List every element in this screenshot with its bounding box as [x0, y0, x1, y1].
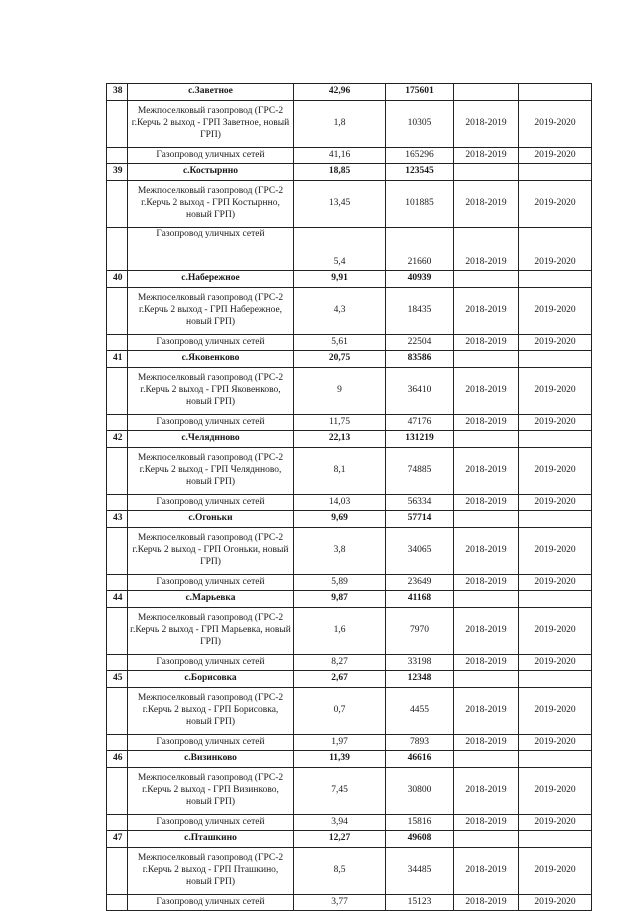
trunk-description: Межпоселковый газопровод (ГРС-2 г.Керчь 2 выход - ГРП Марьевка, новый ГРП) — [128, 608, 294, 655]
trunk-length: 4,3 — [294, 288, 386, 335]
empty-cell — [107, 688, 128, 735]
table-row-trunk-pipeline — [107, 448, 592, 495]
street-cost: 15123 — [386, 895, 454, 911]
trunk-period-1: 2018-2019 — [454, 608, 519, 655]
settlement-name: с.Челяднново — [128, 431, 294, 448]
street-length: 5,4 — [294, 228, 386, 271]
empty-cell — [107, 655, 128, 671]
empty-cell — [107, 608, 128, 655]
empty-cell — [454, 431, 519, 448]
trunk-period-2: 2019-2020 — [519, 101, 592, 148]
row-number: 38 — [107, 84, 128, 101]
row-number: 46 — [107, 751, 128, 768]
settlement-name: с.Марьевка — [128, 591, 294, 608]
street-length: 3,94 — [294, 815, 386, 831]
street-length: 5,61 — [294, 335, 386, 351]
settlement-name: с.Пташкино — [128, 831, 294, 848]
trunk-cost: 74885 — [386, 448, 454, 495]
trunk-length: 0,7 — [294, 688, 386, 735]
table-row-settlement — [107, 511, 592, 528]
trunk-length: 1,6 — [294, 608, 386, 655]
trunk-length: 13,45 — [294, 181, 386, 228]
trunk-cost: 101885 — [386, 181, 454, 228]
table-row-settlement — [107, 351, 592, 368]
total-length: 18,85 — [294, 164, 386, 181]
settlement-name: с.Набережное — [128, 271, 294, 288]
total-cost: 40939 — [386, 271, 454, 288]
table-row-trunk-pipeline — [107, 101, 592, 148]
street-period-1: 2018-2019 — [454, 735, 519, 751]
trunk-description: Межпоселковый газопровод (ГРС-2 г.Керчь 2 выход - ГРП Челяднново, новый ГРП) — [128, 448, 294, 495]
street-cost: 33198 — [386, 655, 454, 671]
street-period-2: 2019-2020 — [519, 228, 592, 271]
row-number: 39 — [107, 164, 128, 181]
street-period-2: 2019-2020 — [519, 895, 592, 911]
row-number: 45 — [107, 671, 128, 688]
street-period-1: 2018-2019 — [454, 228, 519, 271]
total-cost: 41168 — [386, 591, 454, 608]
table-body — [107, 84, 592, 911]
empty-cell — [107, 181, 128, 228]
trunk-cost: 18435 — [386, 288, 454, 335]
trunk-description: Межпоселковый газопровод (ГРС-2 г.Керчь 2 выход - ГРП Пташкино, новый ГРП) — [128, 848, 294, 895]
table-row-settlement — [107, 751, 592, 768]
street-description: Газопровод уличных сетей — [128, 148, 294, 164]
empty-cell — [107, 448, 128, 495]
table-row-trunk-pipeline — [107, 368, 592, 415]
empty-cell — [107, 815, 128, 831]
street-description: Газопровод уличных сетей — [128, 815, 294, 831]
empty-cell — [454, 671, 519, 688]
street-length: 8,27 — [294, 655, 386, 671]
trunk-cost: 10305 — [386, 101, 454, 148]
trunk-description: Межпоселковый газопровод (ГРС-2 г.Керчь 2 выход - ГРП Заветное, новый ГРП) — [128, 101, 294, 148]
total-cost: 123545 — [386, 164, 454, 181]
trunk-description: Межпоселковый газопровод (ГРС-2 г.Керчь 2 выход - ГРП Набережное, новый ГРП) — [128, 288, 294, 335]
table-row-settlement — [107, 591, 592, 608]
trunk-cost: 34485 — [386, 848, 454, 895]
trunk-period-1: 2018-2019 — [454, 768, 519, 815]
total-cost: 131219 — [386, 431, 454, 448]
street-length: 5,89 — [294, 575, 386, 591]
street-period-1: 2018-2019 — [454, 335, 519, 351]
table-row-settlement — [107, 271, 592, 288]
empty-cell — [519, 164, 592, 181]
trunk-cost: 7970 — [386, 608, 454, 655]
row-number: 47 — [107, 831, 128, 848]
table-row-trunk-pipeline — [107, 848, 592, 895]
street-cost: 165296 — [386, 148, 454, 164]
trunk-cost: 34065 — [386, 528, 454, 575]
street-cost: 21660 — [386, 228, 454, 271]
total-length: 12,27 — [294, 831, 386, 848]
street-description: Газопровод уличных сетей — [128, 495, 294, 511]
street-description: Газопровод уличных сетей — [128, 655, 294, 671]
table-row-trunk-pipeline — [107, 688, 592, 735]
row-number: 40 — [107, 271, 128, 288]
table-row-trunk-pipeline — [107, 288, 592, 335]
trunk-period-2: 2019-2020 — [519, 528, 592, 575]
trunk-length: 8,1 — [294, 448, 386, 495]
street-period-2: 2019-2020 — [519, 575, 592, 591]
empty-cell — [107, 228, 128, 271]
table-row-trunk-pipeline — [107, 181, 592, 228]
total-cost: 175601 — [386, 84, 454, 101]
street-length: 14,03 — [294, 495, 386, 511]
street-period-1: 2018-2019 — [454, 655, 519, 671]
street-description: Газопровод уличных сетей — [128, 228, 294, 271]
empty-cell — [107, 735, 128, 751]
empty-cell — [107, 528, 128, 575]
trunk-period-2: 2019-2020 — [519, 181, 592, 228]
empty-cell — [107, 575, 128, 591]
empty-cell — [107, 148, 128, 164]
table-row-street-pipeline — [107, 335, 592, 351]
empty-cell — [454, 84, 519, 101]
street-period-2: 2019-2020 — [519, 335, 592, 351]
row-number: 42 — [107, 431, 128, 448]
trunk-period-1: 2018-2019 — [454, 101, 519, 148]
table-row-street-pipeline — [107, 655, 592, 671]
table-row-street-pipeline — [107, 815, 592, 831]
empty-cell — [519, 351, 592, 368]
empty-cell — [454, 164, 519, 181]
street-cost: 56334 — [386, 495, 454, 511]
row-number: 44 — [107, 591, 128, 608]
table-row-street-pipeline — [107, 148, 592, 164]
trunk-period-2: 2019-2020 — [519, 448, 592, 495]
trunk-period-2: 2019-2020 — [519, 688, 592, 735]
trunk-period-1: 2018-2019 — [454, 528, 519, 575]
empty-cell — [454, 591, 519, 608]
street-period-2: 2019-2020 — [519, 655, 592, 671]
empty-cell — [107, 415, 128, 431]
table-row-settlement — [107, 671, 592, 688]
table-row-trunk-pipeline — [107, 768, 592, 815]
street-period-1: 2018-2019 — [454, 895, 519, 911]
trunk-description: Межпоселковый газопровод (ГРС-2 г.Керчь 2 выход - ГРП Борисовка, новый ГРП) — [128, 688, 294, 735]
empty-cell — [454, 511, 519, 528]
trunk-period-2: 2019-2020 — [519, 368, 592, 415]
total-length: 42,96 — [294, 84, 386, 101]
trunk-period-1: 2018-2019 — [454, 288, 519, 335]
trunk-period-1: 2018-2019 — [454, 448, 519, 495]
table-row-settlement — [107, 431, 592, 448]
trunk-description: Межпоселковый газопровод (ГРС-2 г.Керчь 2 выход - ГРП Яковенково, новый ГРП) — [128, 368, 294, 415]
street-period-2: 2019-2020 — [519, 495, 592, 511]
trunk-period-2: 2019-2020 — [519, 768, 592, 815]
total-length: 2,67 — [294, 671, 386, 688]
total-cost: 83586 — [386, 351, 454, 368]
table-row-street-pipeline — [107, 495, 592, 511]
trunk-period-2: 2019-2020 — [519, 288, 592, 335]
settlement-name: с.Яковенково — [128, 351, 294, 368]
total-length: 9,69 — [294, 511, 386, 528]
row-number: 43 — [107, 511, 128, 528]
street-length: 41,16 — [294, 148, 386, 164]
table-row-trunk-pipeline — [107, 608, 592, 655]
total-cost: 46616 — [386, 751, 454, 768]
total-length: 11,39 — [294, 751, 386, 768]
table-row-street-pipeline — [107, 735, 592, 751]
row-number: 41 — [107, 351, 128, 368]
settlement-name: с.Визинково — [128, 751, 294, 768]
empty-cell — [519, 84, 592, 101]
empty-cell — [107, 895, 128, 911]
trunk-description: Межпоселковый газопровод (ГРС-2 г.Керчь 2 выход - ГРП Костырнно, новый ГРП) — [128, 181, 294, 228]
total-cost: 57714 — [386, 511, 454, 528]
empty-cell — [107, 335, 128, 351]
settlement-name: с.Заветное — [128, 84, 294, 101]
total-cost: 12348 — [386, 671, 454, 688]
total-length: 20,75 — [294, 351, 386, 368]
total-length: 9,87 — [294, 591, 386, 608]
street-period-1: 2018-2019 — [454, 495, 519, 511]
street-period-2: 2019-2020 — [519, 735, 592, 751]
street-description: Газопровод уличных сетей — [128, 415, 294, 431]
trunk-cost: 30800 — [386, 768, 454, 815]
street-description: Газопровод уличных сетей — [128, 735, 294, 751]
empty-cell — [107, 768, 128, 815]
empty-cell — [519, 751, 592, 768]
trunk-length: 3,8 — [294, 528, 386, 575]
trunk-period-1: 2018-2019 — [454, 368, 519, 415]
street-description: Газопровод уличных сетей — [128, 895, 294, 911]
empty-cell — [519, 431, 592, 448]
settlement-name: с.Огоньки — [128, 511, 294, 528]
street-period-1: 2018-2019 — [454, 815, 519, 831]
empty-cell — [519, 271, 592, 288]
total-length: 22,13 — [294, 431, 386, 448]
table-row-trunk-pipeline — [107, 528, 592, 575]
table-row-street-pipeline — [107, 415, 592, 431]
street-period-2: 2019-2020 — [519, 815, 592, 831]
street-cost: 22504 — [386, 335, 454, 351]
street-length: 3,77 — [294, 895, 386, 911]
trunk-cost: 4455 — [386, 688, 454, 735]
trunk-period-1: 2018-2019 — [454, 848, 519, 895]
table-row-settlement — [107, 164, 592, 181]
trunk-length: 8,5 — [294, 848, 386, 895]
trunk-period-2: 2019-2020 — [519, 848, 592, 895]
trunk-description: Межпоселковый газопровод (ГРС-2 г.Керчь 2 выход - ГРП Огоньки, новый ГРП) — [128, 528, 294, 575]
street-length: 11,75 — [294, 415, 386, 431]
empty-cell — [107, 368, 128, 415]
street-cost: 23649 — [386, 575, 454, 591]
empty-cell — [107, 848, 128, 895]
street-period-2: 2019-2020 — [519, 148, 592, 164]
trunk-cost: 36410 — [386, 368, 454, 415]
empty-cell — [519, 671, 592, 688]
table-row-settlement — [107, 831, 592, 848]
empty-cell — [107, 495, 128, 511]
street-cost: 47176 — [386, 415, 454, 431]
street-cost: 15816 — [386, 815, 454, 831]
empty-cell — [107, 101, 128, 148]
trunk-length: 7,45 — [294, 768, 386, 815]
trunk-length: 1,8 — [294, 101, 386, 148]
total-length: 9,91 — [294, 271, 386, 288]
table-row-street-pipeline — [107, 575, 592, 591]
total-cost: 49608 — [386, 831, 454, 848]
table-row-street-pipeline — [107, 895, 592, 911]
empty-cell — [519, 511, 592, 528]
table-row-street-pipeline — [107, 228, 592, 271]
trunk-period-1: 2018-2019 — [454, 181, 519, 228]
table-row-settlement — [107, 84, 592, 101]
empty-cell — [454, 351, 519, 368]
gas-pipeline-table — [106, 83, 592, 911]
trunk-period-2: 2019-2020 — [519, 608, 592, 655]
empty-cell — [107, 288, 128, 335]
empty-cell — [519, 591, 592, 608]
empty-cell — [519, 831, 592, 848]
street-description: Газопровод уличных сетей — [128, 335, 294, 351]
empty-cell — [454, 831, 519, 848]
settlement-name: с.Борисовка — [128, 671, 294, 688]
trunk-period-1: 2018-2019 — [454, 688, 519, 735]
street-period-1: 2018-2019 — [454, 415, 519, 431]
empty-cell — [454, 271, 519, 288]
empty-cell — [454, 751, 519, 768]
street-description: Газопровод уличных сетей — [128, 575, 294, 591]
street-period-1: 2018-2019 — [454, 148, 519, 164]
street-period-2: 2019-2020 — [519, 415, 592, 431]
trunk-description: Межпоселковый газопровод (ГРС-2 г.Керчь 2 выход - ГРП Визинково, новый ГРП) — [128, 768, 294, 815]
street-period-1: 2018-2019 — [454, 575, 519, 591]
street-length: 1,97 — [294, 735, 386, 751]
settlement-name: с.Костырнно — [128, 164, 294, 181]
street-cost: 7893 — [386, 735, 454, 751]
trunk-length: 9 — [294, 368, 386, 415]
